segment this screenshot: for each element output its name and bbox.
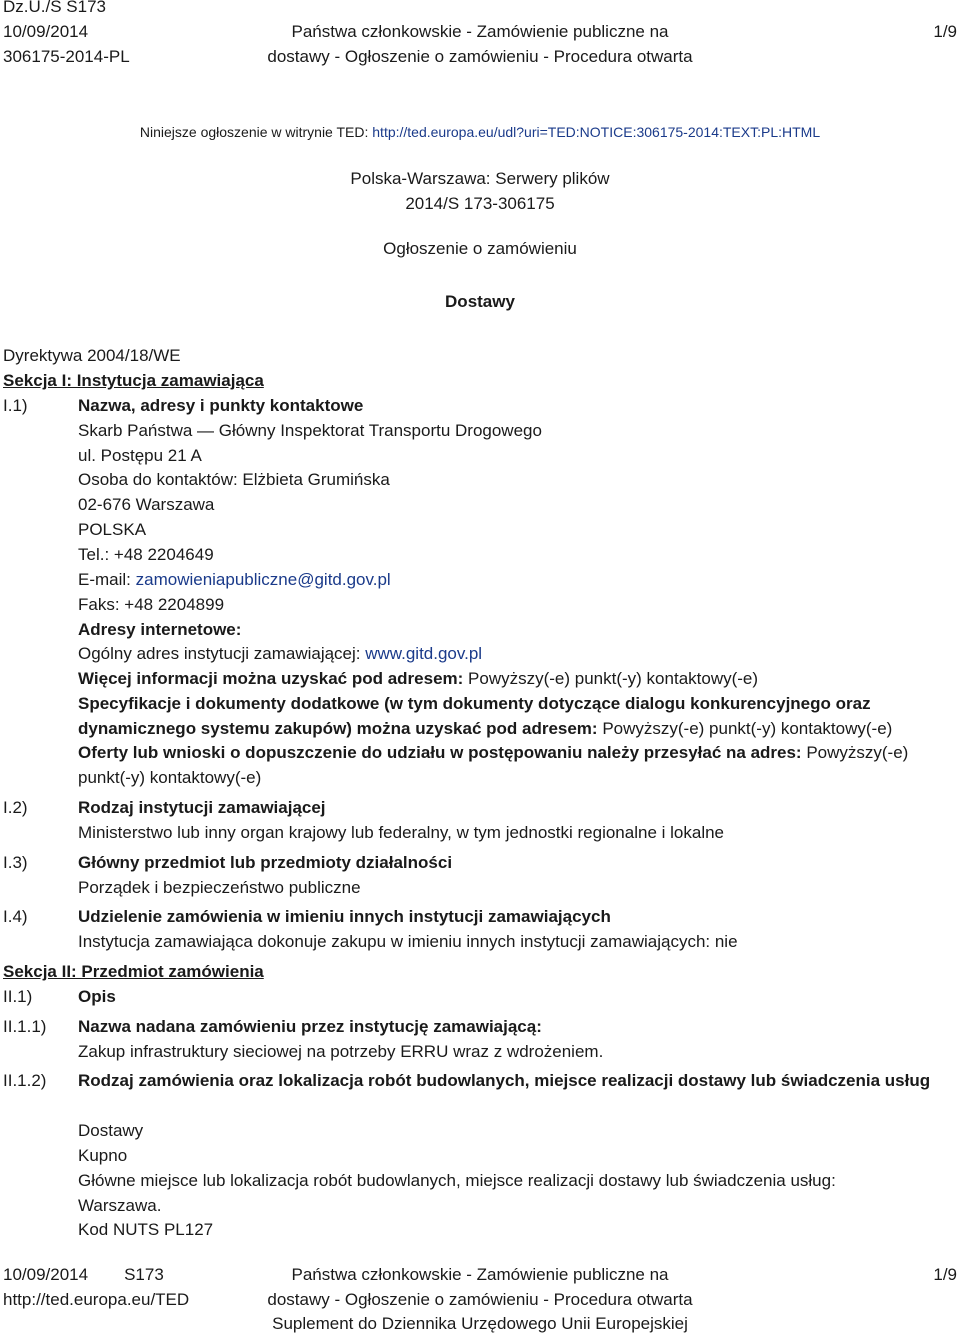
i1-number: I.1) <box>3 396 28 415</box>
offers-address-label: Oferty lub wnioski o dopuszczenie do udziału w postępowaniu należy przesyłać na adres: <box>78 743 807 762</box>
ii12-kind: Kupno <box>78 1146 128 1165</box>
footer-page-number: 1/9 <box>933 1265 957 1284</box>
header-date: 10/09/2014 <box>3 22 89 41</box>
i4-number: I.4) <box>3 907 28 926</box>
section-2-heading: Sekcja II: Przedmiot zamówienia <box>3 962 264 981</box>
i2-number: I.2) <box>3 798 28 817</box>
ii1-title: Opis <box>78 987 116 1006</box>
email-label: E-mail: <box>78 570 136 589</box>
ii12-number: II.1.2) <box>3 1071 47 1090</box>
footer-center-line2: dostawy - Ogłoszenie o zamówieniu - Procedura otwarta <box>267 1290 693 1309</box>
specs-docs-label: Specyfikacje i dokumenty dodatkowe (w tym dokumenty dotyczące dialogu konkurencyjnego oraz dynamicznego systemu zakupów) można uzyskać pod adresem: <box>78 694 871 738</box>
authority-street: ul. Postępu 21 A <box>78 446 202 465</box>
ted-notice-link[interactable]: http://ted.europa.eu/udl?uri=TED:NOTICE:306175-2014:TEXT:PL:HTML <box>372 124 821 140</box>
i4-value: Instytucja zamawiająca dokonuje zakupu w imieniu innych instytucji zamawiających: nie <box>78 932 738 951</box>
i1-title: Nazwa, adresy i punkty kontaktowe <box>78 396 364 415</box>
i3-title: Główny przedmiot lub przedmioty działalności <box>78 853 453 872</box>
footer-center-line1: Państwa członkowskie - Zamówienie publiczne na <box>291 1265 669 1284</box>
ii11-title: Nazwa nadana zamówieniu przez instytucję zamawiającą: <box>78 1017 542 1036</box>
footer-date-value: 10/09/2014 <box>3 1265 89 1284</box>
ted-notice-line <box>0 122 960 142</box>
tel-label: Tel.: <box>78 545 114 564</box>
general-address-label: Ogólny adres instytucji zamawiającej: <box>78 644 366 663</box>
i3-number: I.3) <box>3 853 28 872</box>
contract-type: Dostawy <box>445 292 515 311</box>
ted-notice-prefix: Niniejsze ogłoszenie w witrynie TED: <box>139 124 373 140</box>
footer-ted-link[interactable]: http://ted.europa.eu/TED <box>3 1290 190 1309</box>
ii12-nuts: Kod NUTS PL127 <box>78 1220 214 1239</box>
authority-tel <box>78 545 214 565</box>
header-title-line1: Państwa członkowskie - Zamówienie publiczne na <box>291 22 669 41</box>
authority-contact: Osoba do kontaktów: Elżbieta Grumińska <box>78 470 390 489</box>
i2-value: Ministerstwo lub inny organ krajowy lub federalny, w tym jednostki regionalne i lokalne <box>78 823 724 842</box>
ii12-title: Rodzaj zamówienia oraz lokalizacja robót budowlanych, miejsce realizacji dostawy lub świadczenia usług <box>78 1071 931 1090</box>
header-notice-id: 306175-2014-PL <box>3 47 130 66</box>
notice-number: 2014/S 173-306175 <box>405 194 555 213</box>
fax-label: Faks: <box>78 595 125 614</box>
section-1-heading: Sekcja I: Instytucja zamawiająca <box>3 371 264 390</box>
header-page-number: 1/9 <box>933 22 957 41</box>
header-ojs-ref: Dz.U./S S173 <box>3 0 106 16</box>
directive: Dyrektywa 2004/18/WE <box>3 346 181 365</box>
authority-country: POLSKA <box>78 520 147 539</box>
authority-fax <box>78 595 224 615</box>
internet-addresses-label: Adresy internetowe: <box>78 620 242 639</box>
ii12-place: Główne miejsce lub lokalizacja robót budowlanych, miejsce realizacji dostawy lub świadczenia usług: Warszawa. <box>78 1171 836 1215</box>
i4-title: Udzielenie zamówienia w imieniu innych instytucji zamawiających <box>78 907 611 926</box>
general-address-link[interactable]: www.gitd.gov.pl <box>365 644 483 663</box>
offers-address-value: Powyższy(-e) punkt(-y) kontaktowy(-e) <box>78 743 909 787</box>
footer-center-line3: Suplement do Dziennika Urzędowego Unii Europejskiej <box>272 1314 688 1333</box>
specs-docs-value: Powyższy(-e) punkt(-y) kontaktowy(-e) <box>602 719 893 738</box>
ii11-number: II.1.1) <box>3 1017 47 1036</box>
general-address <box>78 644 482 664</box>
notice-title-location: Polska-Warszawa: Serwery plików <box>350 169 610 188</box>
header-title-line2: dostawy - Ogłoszenie o zamówieniu - Procedura otwarta <box>267 47 693 66</box>
authority-city: 02-676 Warszawa <box>78 495 215 514</box>
email-link[interactable]: zamowieniapubliczne@gitd.gov.pl <box>135 570 391 589</box>
offers-address <box>78 740 948 790</box>
fax-value: +48 2204899 <box>124 595 225 614</box>
tel-value: +48 2204649 <box>113 545 214 564</box>
i3-value: Porządek i bezpieczeństwo publiczne <box>78 878 361 897</box>
footer-series: S173 <box>124 1265 164 1284</box>
ii12-type: Dostawy <box>78 1121 144 1140</box>
ii1-number: II.1) <box>3 987 33 1006</box>
authority-name: Skarb Państwa — Główny Inspektorat Transportu Drogowego <box>78 421 542 440</box>
i2-title: Rodzaj instytucji zamawiającej <box>78 798 326 817</box>
more-info <box>78 669 758 689</box>
more-info-label: Więcej informacji można uzyskać pod adresem: <box>78 669 469 688</box>
ii11-value: Zakup infrastruktury sieciowej na potrzeby ERRU wraz z wdrożeniem. <box>78 1042 604 1061</box>
specs-docs <box>78 691 948 741</box>
notice-type: Ogłoszenie o zamówieniu <box>383 239 577 258</box>
more-info-value: Powyższy(-e) punkt(-y) kontaktowy(-e) <box>468 669 759 688</box>
authority-email <box>78 570 391 590</box>
